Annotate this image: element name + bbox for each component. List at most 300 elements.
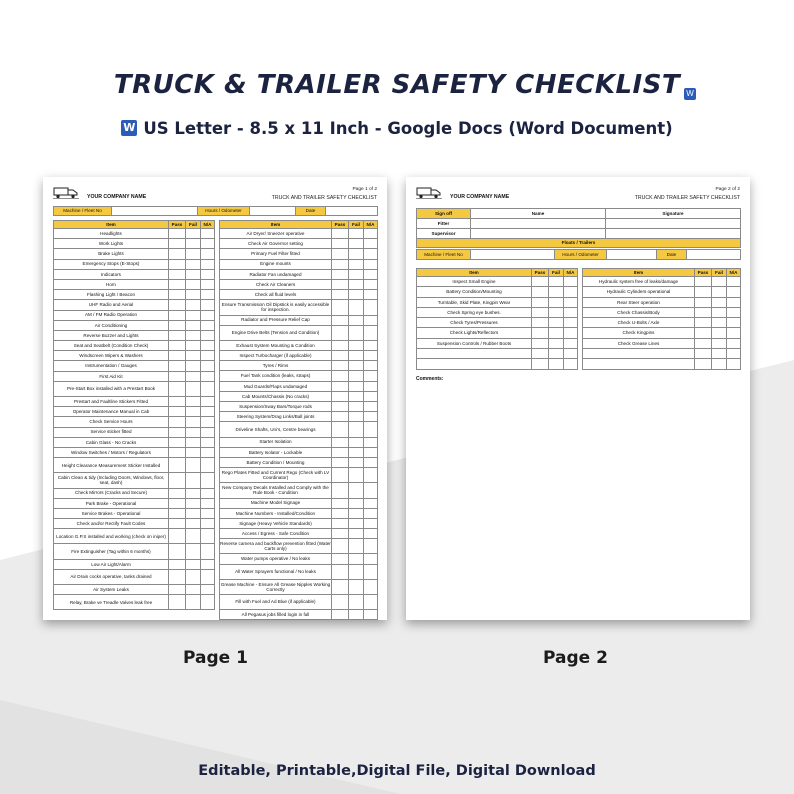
checkbox-fail[interactable] <box>186 381 201 396</box>
checkbox-fail[interactable] <box>186 239 201 249</box>
checkbox-pass[interactable] <box>695 297 712 307</box>
checkbox-na[interactable] <box>364 554 378 564</box>
field-input[interactable] <box>326 207 378 216</box>
checklist-row <box>54 300 215 310</box>
checkbox-fail[interactable] <box>186 371 201 381</box>
checkbox-fail[interactable] <box>549 359 564 369</box>
checklist-row <box>417 328 578 338</box>
checkbox-pass[interactable] <box>532 318 549 328</box>
checkbox-na[interactable] <box>201 473 215 488</box>
checklist-row <box>220 412 378 422</box>
checkbox-na[interactable] <box>201 300 215 310</box>
checkbox-fail[interactable] <box>349 279 364 289</box>
checkbox-fail[interactable] <box>186 508 201 518</box>
checkbox-pass[interactable] <box>332 259 349 269</box>
checklist-item <box>583 349 695 359</box>
checkbox-na[interactable] <box>564 338 578 348</box>
checkbox-pass[interactable] <box>169 371 186 381</box>
checkbox-na[interactable] <box>564 287 578 297</box>
field-input[interactable] <box>250 207 296 216</box>
checkbox-pass[interactable] <box>332 539 349 554</box>
checkbox-pass[interactable] <box>695 287 712 297</box>
checkbox-pass[interactable] <box>332 483 349 498</box>
checkbox-fail[interactable] <box>349 412 364 422</box>
checkbox-fail[interactable] <box>349 518 364 528</box>
checkbox-fail[interactable] <box>186 279 201 289</box>
checkbox-pass[interactable] <box>169 341 186 351</box>
checkbox-fail[interactable] <box>186 269 201 279</box>
checkbox-na[interactable] <box>201 229 215 239</box>
checkbox-fail[interactable] <box>349 269 364 279</box>
checkbox-na[interactable] <box>364 529 378 539</box>
checkbox-na[interactable] <box>364 361 378 371</box>
checkbox-na[interactable] <box>564 297 578 307</box>
checkbox-na[interactable] <box>201 397 215 407</box>
checkbox-fail[interactable] <box>712 318 727 328</box>
checkbox-pass[interactable] <box>332 290 349 300</box>
checkbox-fail[interactable] <box>549 287 564 297</box>
checkbox-fail[interactable] <box>349 361 364 371</box>
checkbox-na[interactable] <box>201 310 215 320</box>
checkbox-na[interactable] <box>364 391 378 401</box>
checkbox-fail[interactable] <box>186 249 201 259</box>
checkbox-fail[interactable] <box>712 307 727 317</box>
checkbox-pass[interactable] <box>532 349 549 359</box>
field-input[interactable] <box>607 250 657 260</box>
checkbox-pass[interactable] <box>169 249 186 259</box>
checkbox-na[interactable] <box>364 468 378 483</box>
checkbox-fail[interactable] <box>186 229 201 239</box>
checkbox-pass[interactable] <box>332 300 349 315</box>
checkbox-pass[interactable] <box>332 391 349 401</box>
checkbox-na[interactable] <box>201 239 215 249</box>
checkbox-na[interactable] <box>564 328 578 338</box>
signoff-name-input[interactable] <box>471 219 606 229</box>
checkbox-fail[interactable] <box>349 529 364 539</box>
checkbox-pass[interactable] <box>169 320 186 330</box>
checkbox-pass[interactable] <box>332 412 349 422</box>
checkbox-pass[interactable] <box>532 338 549 348</box>
checkbox-pass[interactable] <box>169 473 186 488</box>
checklist-row <box>417 297 578 307</box>
checkbox-na[interactable] <box>364 290 378 300</box>
checkbox-pass[interactable] <box>332 554 349 564</box>
checkbox-fail[interactable] <box>349 468 364 483</box>
checkbox-na[interactable] <box>201 585 215 595</box>
checkbox-fail[interactable] <box>712 277 727 287</box>
checkbox-pass[interactable] <box>532 287 549 297</box>
checkbox-na[interactable] <box>364 447 378 457</box>
checkbox-fail[interactable] <box>349 229 364 239</box>
checkbox-fail[interactable] <box>349 447 364 457</box>
signoff-signature-input[interactable] <box>606 219 741 229</box>
checkbox-na[interactable] <box>364 229 378 239</box>
checkbox-fail[interactable] <box>349 564 364 579</box>
checkbox-fail[interactable] <box>712 359 727 369</box>
checkbox-na[interactable] <box>727 307 741 317</box>
checkbox-fail[interactable] <box>186 341 201 351</box>
checkbox-na[interactable] <box>364 412 378 422</box>
checkbox-fail[interactable] <box>549 277 564 287</box>
checkbox-na[interactable] <box>201 371 215 381</box>
checkbox-na[interactable] <box>727 359 741 369</box>
checkbox-fail[interactable] <box>186 417 201 427</box>
checkbox-na[interactable] <box>201 544 215 559</box>
checkbox-pass[interactable] <box>169 595 186 610</box>
checkbox-pass[interactable] <box>169 269 186 279</box>
checkbox-pass[interactable] <box>695 359 712 369</box>
checkbox-na[interactable] <box>201 437 215 447</box>
checkbox-na[interactable] <box>364 508 378 518</box>
checkbox-fail[interactable] <box>186 488 201 498</box>
checkbox-pass[interactable] <box>169 585 186 595</box>
checkbox-pass[interactable] <box>169 417 186 427</box>
checkbox-pass[interactable] <box>332 529 349 539</box>
checkbox-na[interactable] <box>201 259 215 269</box>
checkbox-pass[interactable] <box>695 307 712 317</box>
checklist-row <box>54 259 215 269</box>
page-2-preview <box>406 177 750 620</box>
checkbox-fail[interactable] <box>186 351 201 361</box>
checkbox-pass[interactable] <box>169 519 186 529</box>
checkbox-fail[interactable] <box>186 407 201 417</box>
checkbox-na[interactable] <box>201 249 215 259</box>
checkbox-fail[interactable] <box>349 259 364 269</box>
checkbox-pass[interactable] <box>169 508 186 518</box>
checkbox-pass[interactable] <box>169 381 186 396</box>
checklist-row <box>583 287 741 297</box>
checkbox-na[interactable] <box>201 595 215 610</box>
checkbox-pass[interactable] <box>169 259 186 269</box>
checkbox-na[interactable] <box>364 300 378 315</box>
checkbox-na[interactable] <box>727 277 741 287</box>
checkbox-na[interactable] <box>364 259 378 269</box>
checkbox-fail[interactable] <box>186 437 201 447</box>
checkbox-fail[interactable] <box>186 447 201 457</box>
checklist-item: Check Air Governor setting <box>220 239 332 249</box>
checklist-item: AM / FM Radio Operation <box>54 310 169 320</box>
checkbox-pass[interactable] <box>332 447 349 457</box>
checklist-row <box>54 330 215 340</box>
checkbox-na[interactable] <box>364 595 378 610</box>
checkbox-pass[interactable] <box>332 437 349 447</box>
checkbox-fail[interactable] <box>186 310 201 320</box>
checkbox-na[interactable] <box>564 349 578 359</box>
checkbox-fail[interactable] <box>712 287 727 297</box>
checkbox-na[interactable] <box>364 340 378 350</box>
checkbox-fail[interactable] <box>349 579 364 594</box>
checkbox-fail[interactable] <box>712 297 727 307</box>
checkbox-pass[interactable] <box>332 279 349 289</box>
checkbox-fail[interactable] <box>349 539 364 554</box>
checkbox-fail[interactable] <box>349 351 364 361</box>
checklist-row <box>54 361 215 371</box>
checkbox-na[interactable] <box>201 559 215 569</box>
checkbox-na[interactable] <box>564 307 578 317</box>
checkbox-pass[interactable] <box>332 498 349 508</box>
checkbox-pass[interactable] <box>169 559 186 569</box>
checkbox-pass[interactable] <box>332 518 349 528</box>
checkbox-pass[interactable] <box>169 529 186 544</box>
checkbox-pass[interactable] <box>332 564 349 579</box>
checkbox-fail[interactable] <box>186 290 201 300</box>
checkbox-pass[interactable] <box>169 290 186 300</box>
checkbox-fail[interactable] <box>186 300 201 310</box>
checkbox-na[interactable] <box>364 371 378 381</box>
checkbox-pass[interactable] <box>169 488 186 498</box>
checkbox-na[interactable] <box>364 239 378 249</box>
checkbox-fail[interactable] <box>186 361 201 371</box>
checkbox-na[interactable] <box>201 407 215 417</box>
checklist-item: Air Conditioning <box>54 320 169 330</box>
checkbox-na[interactable] <box>364 579 378 594</box>
checkbox-pass[interactable] <box>332 229 349 239</box>
checkbox-fail[interactable] <box>186 320 201 330</box>
checkbox-pass[interactable] <box>695 328 712 338</box>
checkbox-na[interactable] <box>727 328 741 338</box>
field-input[interactable] <box>471 250 555 260</box>
checkbox-fail[interactable] <box>349 325 364 340</box>
checkbox-fail[interactable] <box>186 519 201 529</box>
checkbox-na[interactable] <box>201 498 215 508</box>
checkbox-pass[interactable] <box>169 447 186 457</box>
checklist-item: Exhaust System Mounting & Condition <box>220 340 332 350</box>
checkbox-pass[interactable] <box>169 407 186 417</box>
checkbox-pass[interactable] <box>532 307 549 317</box>
checkbox-na[interactable] <box>201 488 215 498</box>
page-subtitle <box>0 119 794 138</box>
checkbox-fail[interactable] <box>349 381 364 391</box>
checkbox-pass[interactable] <box>332 508 349 518</box>
checkbox-pass[interactable] <box>532 297 549 307</box>
floats-trailers-heading: Floats / Trailers <box>417 239 741 248</box>
checkbox-fail[interactable] <box>349 249 364 259</box>
checkbox-na[interactable] <box>201 529 215 544</box>
checkbox-fail[interactable] <box>549 307 564 317</box>
checkbox-na[interactable] <box>201 320 215 330</box>
checkbox-na[interactable] <box>201 447 215 457</box>
checkbox-fail[interactable] <box>349 437 364 447</box>
checkbox-fail[interactable] <box>349 391 364 401</box>
checkbox-na[interactable] <box>201 341 215 351</box>
checkbox-fail[interactable] <box>712 338 727 348</box>
checkbox-na[interactable] <box>364 564 378 579</box>
checkbox-na[interactable] <box>364 351 378 361</box>
checkbox-fail[interactable] <box>186 529 201 544</box>
checkbox-fail[interactable] <box>349 498 364 508</box>
column-header: N/A <box>564 269 578 277</box>
checkbox-pass[interactable] <box>532 359 549 369</box>
checklist-row <box>54 320 215 330</box>
checkbox-pass[interactable] <box>332 595 349 610</box>
checkbox-pass[interactable] <box>169 330 186 340</box>
checkbox-fail[interactable] <box>349 610 364 620</box>
checkbox-na[interactable] <box>364 610 378 620</box>
checkbox-na[interactable] <box>201 458 215 473</box>
checkbox-na[interactable] <box>201 269 215 279</box>
checkbox-na[interactable] <box>364 381 378 391</box>
checkbox-pass[interactable] <box>332 457 349 467</box>
column-header: Pass <box>169 221 186 229</box>
checkbox-na[interactable] <box>201 381 215 396</box>
checkbox-fail[interactable] <box>186 427 201 437</box>
checkbox-na[interactable] <box>201 361 215 371</box>
checkbox-na[interactable] <box>727 349 741 359</box>
checkbox-na[interactable] <box>364 325 378 340</box>
checkbox-na[interactable] <box>364 422 378 437</box>
checkbox-pass[interactable] <box>532 328 549 338</box>
checkbox-fail[interactable] <box>549 338 564 348</box>
checkbox-fail[interactable] <box>186 559 201 569</box>
checklist-item: Inspect Turbocharger (if applicable) <box>220 351 332 361</box>
checkbox-na[interactable] <box>364 539 378 554</box>
checkbox-fail[interactable] <box>186 544 201 559</box>
checkbox-pass[interactable] <box>332 610 349 620</box>
checkbox-pass[interactable] <box>332 361 349 371</box>
signoff-signature-input[interactable] <box>606 229 741 239</box>
checkbox-pass[interactable] <box>695 277 712 287</box>
checkbox-pass[interactable] <box>169 229 186 239</box>
checkbox-na[interactable] <box>364 249 378 259</box>
checkbox-fail[interactable] <box>349 457 364 467</box>
field-input[interactable] <box>112 207 198 216</box>
checkbox-pass[interactable] <box>332 351 349 361</box>
checkbox-pass[interactable] <box>695 318 712 328</box>
checkbox-fail[interactable] <box>186 595 201 610</box>
checkbox-fail[interactable] <box>349 239 364 249</box>
checkbox-pass[interactable] <box>332 340 349 350</box>
checkbox-na[interactable] <box>564 318 578 328</box>
checkbox-pass[interactable] <box>169 569 186 584</box>
checkbox-na[interactable] <box>201 417 215 427</box>
checkbox-pass[interactable] <box>532 277 549 287</box>
checkbox-pass[interactable] <box>695 349 712 359</box>
checkbox-pass[interactable] <box>332 402 349 412</box>
checkbox-pass[interactable] <box>695 338 712 348</box>
checkbox-fail[interactable] <box>349 340 364 350</box>
checkbox-fail[interactable] <box>712 328 727 338</box>
checkbox-pass[interactable] <box>332 249 349 259</box>
checkbox-fail[interactable] <box>186 330 201 340</box>
checkbox-fail[interactable] <box>186 569 201 584</box>
checkbox-pass[interactable] <box>332 239 349 249</box>
checkbox-pass[interactable] <box>332 381 349 391</box>
checkbox-na[interactable] <box>201 427 215 437</box>
checkbox-fail[interactable] <box>349 508 364 518</box>
checkbox-pass[interactable] <box>169 458 186 473</box>
checkbox-na[interactable] <box>727 297 741 307</box>
checkbox-fail[interactable] <box>186 397 201 407</box>
checkbox-fail[interactable] <box>549 297 564 307</box>
checkbox-na[interactable] <box>201 519 215 529</box>
checkbox-na[interactable] <box>364 279 378 289</box>
checkbox-pass[interactable] <box>169 300 186 310</box>
checkbox-pass[interactable] <box>332 579 349 594</box>
checkbox-fail[interactable] <box>349 422 364 437</box>
checkbox-pass[interactable] <box>169 351 186 361</box>
checkbox-na[interactable] <box>201 279 215 289</box>
checkbox-fail[interactable] <box>349 554 364 564</box>
checklist-row <box>220 422 378 437</box>
checklist-row <box>54 407 215 417</box>
checkbox-pass[interactable] <box>169 279 186 289</box>
checkbox-fail[interactable] <box>349 402 364 412</box>
checkbox-pass[interactable] <box>169 310 186 320</box>
checkbox-na[interactable] <box>564 277 578 287</box>
checkbox-pass[interactable] <box>169 397 186 407</box>
checkbox-fail[interactable] <box>349 595 364 610</box>
checkbox-pass[interactable] <box>332 269 349 279</box>
checklist-item: Check Spring eye bushes. <box>417 307 532 317</box>
checklist-row <box>220 457 378 467</box>
checkbox-na[interactable] <box>201 330 215 340</box>
checklist-row <box>54 417 215 427</box>
checkbox-na[interactable] <box>201 508 215 518</box>
checkbox-pass[interactable] <box>169 361 186 371</box>
checkbox-pass[interactable] <box>332 371 349 381</box>
checkbox-na[interactable] <box>364 269 378 279</box>
checkbox-na[interactable] <box>364 518 378 528</box>
checkbox-fail[interactable] <box>349 483 364 498</box>
checkbox-fail[interactable] <box>549 349 564 359</box>
checkbox-fail[interactable] <box>349 300 364 315</box>
checkbox-fail[interactable] <box>549 318 564 328</box>
checkbox-na[interactable] <box>727 318 741 328</box>
checkbox-na[interactable] <box>364 457 378 467</box>
checkbox-na[interactable] <box>364 402 378 412</box>
checkbox-na[interactable] <box>564 359 578 369</box>
field-input[interactable] <box>687 250 741 260</box>
checkbox-pass[interactable] <box>332 315 349 325</box>
checkbox-fail[interactable] <box>186 458 201 473</box>
checkbox-pass[interactable] <box>169 427 186 437</box>
checklist-row <box>54 508 215 518</box>
checkbox-fail[interactable] <box>349 290 364 300</box>
checkbox-pass[interactable] <box>169 437 186 447</box>
column-header: Pass <box>332 221 349 229</box>
checkbox-na[interactable] <box>727 338 741 348</box>
checkbox-fail[interactable] <box>186 473 201 488</box>
checklist-item: Battery Condition/Mounting <box>417 287 532 297</box>
checkbox-na[interactable] <box>201 569 215 584</box>
checkbox-pass[interactable] <box>332 422 349 437</box>
checkbox-na[interactable] <box>201 351 215 361</box>
checkbox-pass[interactable] <box>169 239 186 249</box>
checkbox-pass[interactable] <box>169 544 186 559</box>
checklist-item: Engine Drive Belts (Tension and Condition) <box>220 325 332 340</box>
signoff-name-input[interactable] <box>471 229 606 239</box>
checkbox-na[interactable] <box>364 437 378 447</box>
checkbox-fail[interactable] <box>349 371 364 381</box>
column-header: Pass <box>532 269 549 277</box>
checkbox-fail[interactable] <box>186 498 201 508</box>
checkbox-fail[interactable] <box>712 349 727 359</box>
checkbox-pass[interactable] <box>332 325 349 340</box>
checkbox-na[interactable] <box>364 498 378 508</box>
checklist-item: Cab Mounts/Chassis (No cracks) <box>220 391 332 401</box>
checkbox-na[interactable] <box>201 290 215 300</box>
checkbox-na[interactable] <box>364 483 378 498</box>
checkbox-fail[interactable] <box>186 259 201 269</box>
checkbox-na[interactable] <box>364 315 378 325</box>
checkbox-fail[interactable] <box>549 328 564 338</box>
checkbox-pass[interactable] <box>169 498 186 508</box>
checkbox-fail[interactable] <box>349 315 364 325</box>
checkbox-fail[interactable] <box>186 585 201 595</box>
checkbox-pass[interactable] <box>332 468 349 483</box>
checkbox-na[interactable] <box>727 287 741 297</box>
checklist-row <box>583 307 741 317</box>
